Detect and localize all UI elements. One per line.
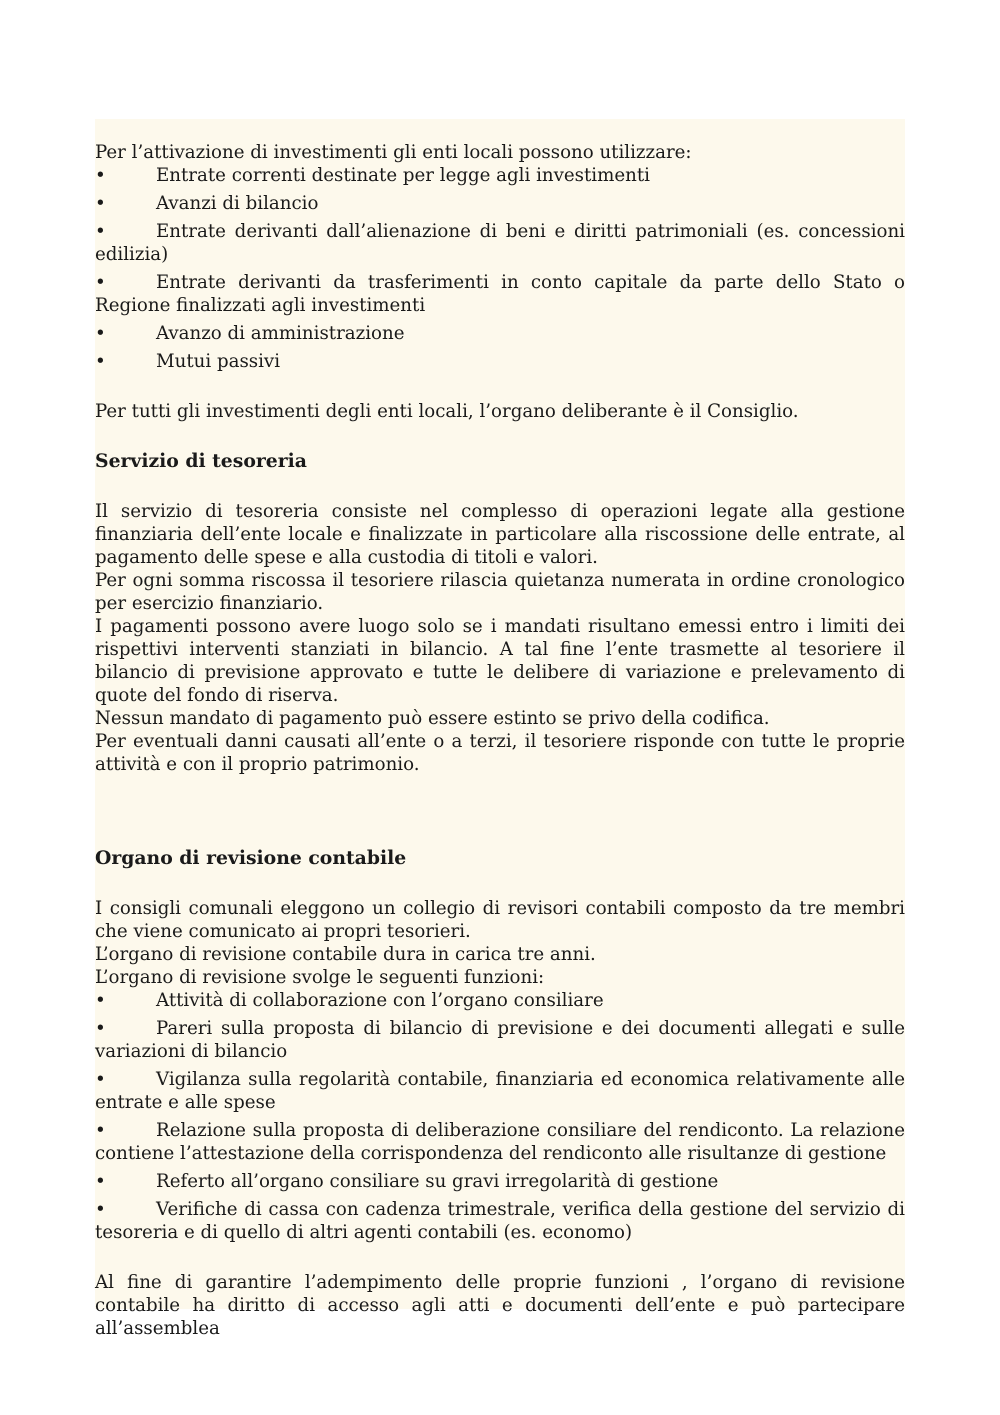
bullet-icon: • <box>95 165 106 186</box>
document-body <box>95 141 905 1340</box>
list-item: • Avanzi di bilancio <box>95 193 319 214</box>
tesoreria-text <box>95 500 905 776</box>
investments-intro: Per l’attivazione di investimenti gli enti locali possono utilizzare: <box>95 142 692 163</box>
revisione-paragraph: I consigli comunali eleggono un collegio di revisori contabili composto da tre membri che viene comunicato ai propri tesorieri. <box>95 898 905 942</box>
list-item: • Verifiche di cassa con cadenza trimestrale, verifica della gestione del servizio di tesoreria e di quello di altri agenti contabili (es. economo) <box>95 1199 905 1243</box>
revisione-functions-list <box>95 989 905 1244</box>
list-item: • Entrate correnti destinate per legge agli investimenti <box>95 165 650 186</box>
revisione-paragraph: L’organo di revisione svolge le seguenti funzioni: <box>95 967 545 988</box>
tesoreria-paragraph: Nessun mandato di pagamento può essere estinto se privo della codifica. <box>95 708 770 729</box>
list-item: • Attività di collaborazione con l’organo consiliare <box>95 990 604 1011</box>
bullet-icon: • <box>95 351 106 372</box>
bullet-icon: • <box>95 323 106 344</box>
bullet-icon: • <box>95 193 106 214</box>
investments-list <box>95 164 905 373</box>
bullet-icon: • <box>95 1018 106 1039</box>
list-item: • Mutui passivi <box>95 351 281 372</box>
bullet-icon: • <box>95 272 106 293</box>
revisione-text <box>95 897 905 989</box>
bullet-icon: • <box>95 221 106 242</box>
heading-tesoreria: Servizio di tesoreria <box>95 450 307 472</box>
bullet-icon: • <box>95 1199 106 1220</box>
bullet-icon: • <box>95 1069 106 1090</box>
revisione-paragraph: L’organo di revisione contabile dura in carica tre anni. <box>95 944 596 965</box>
list-item: • Entrate derivanti dall’alienazione di beni e diritti patrimoniali (es. concessioni edilizia) <box>95 221 905 265</box>
list-item: • Relazione sulla proposta di deliberazione consiliare del rendiconto. La relazione contiene l’attestazione della corrispondenza del rendiconto alle risultanze di gestione <box>95 1120 905 1164</box>
bullet-icon: • <box>95 1120 106 1141</box>
heading-revisione: Organo di revisione contabile <box>95 847 407 869</box>
revisione-closing: Al fine di garantire l’adempimento delle proprie funzioni , l’organo di revisione contabile ha diritto di accesso agli atti e documenti dell’ente e può partecipare all’assemblea <box>95 1272 905 1339</box>
bullet-icon: • <box>95 1171 106 1192</box>
list-item: • Avanzo di amministrazione <box>95 323 405 344</box>
bullet-icon: • <box>95 990 106 1011</box>
list-item: • Pareri sulla proposta di bilancio di previsione e dei documenti allegati e sulle variazioni di bilancio <box>95 1018 905 1062</box>
list-item: • Vigilanza sulla regolarità contabile, finanziaria ed economica relativamente alle entrate e alle spese <box>95 1069 905 1113</box>
tesoreria-paragraph: Per eventuali danni causati all’ente o a terzi, il tesoriere risponde con tutte le proprie attività e con il proprio patrimonio. <box>95 731 905 775</box>
tesoreria-paragraph: I pagamenti possono avere luogo solo se i mandati risultano emessi entro i limiti dei rispettivi interventi stanziati in bilancio. A tal fine l’ente trasmette al tesoriere il bilancio di previsione approvato e tutte le delibere di variazione e prelevamento di quote del fondo di riserva. <box>95 616 905 706</box>
tesoreria-paragraph: Il servizio di tesoreria consiste nel complesso di operazioni legate alla gestione finanziaria dell’ente locale e finalizzate in particolare alla riscossione delle entrate, al pagamento delle spese e alla custodia di titoli e valori. <box>95 501 905 568</box>
investments-closing: Per tutti gli investimenti degli enti locali, l’organo deliberante è il Consiglio. <box>95 401 799 422</box>
list-item: • Referto all’organo consiliare su gravi irregolarità di gestione <box>95 1171 719 1192</box>
tesoreria-paragraph: Per ogni somma riscossa il tesoriere rilascia quietanza numerata in ordine cronologico per esercizio finanziario. <box>95 570 905 614</box>
list-item: • Entrate derivanti da trasferimenti in conto capitale da parte dello Stato o Regione finalizzati agli investimenti <box>95 272 905 316</box>
